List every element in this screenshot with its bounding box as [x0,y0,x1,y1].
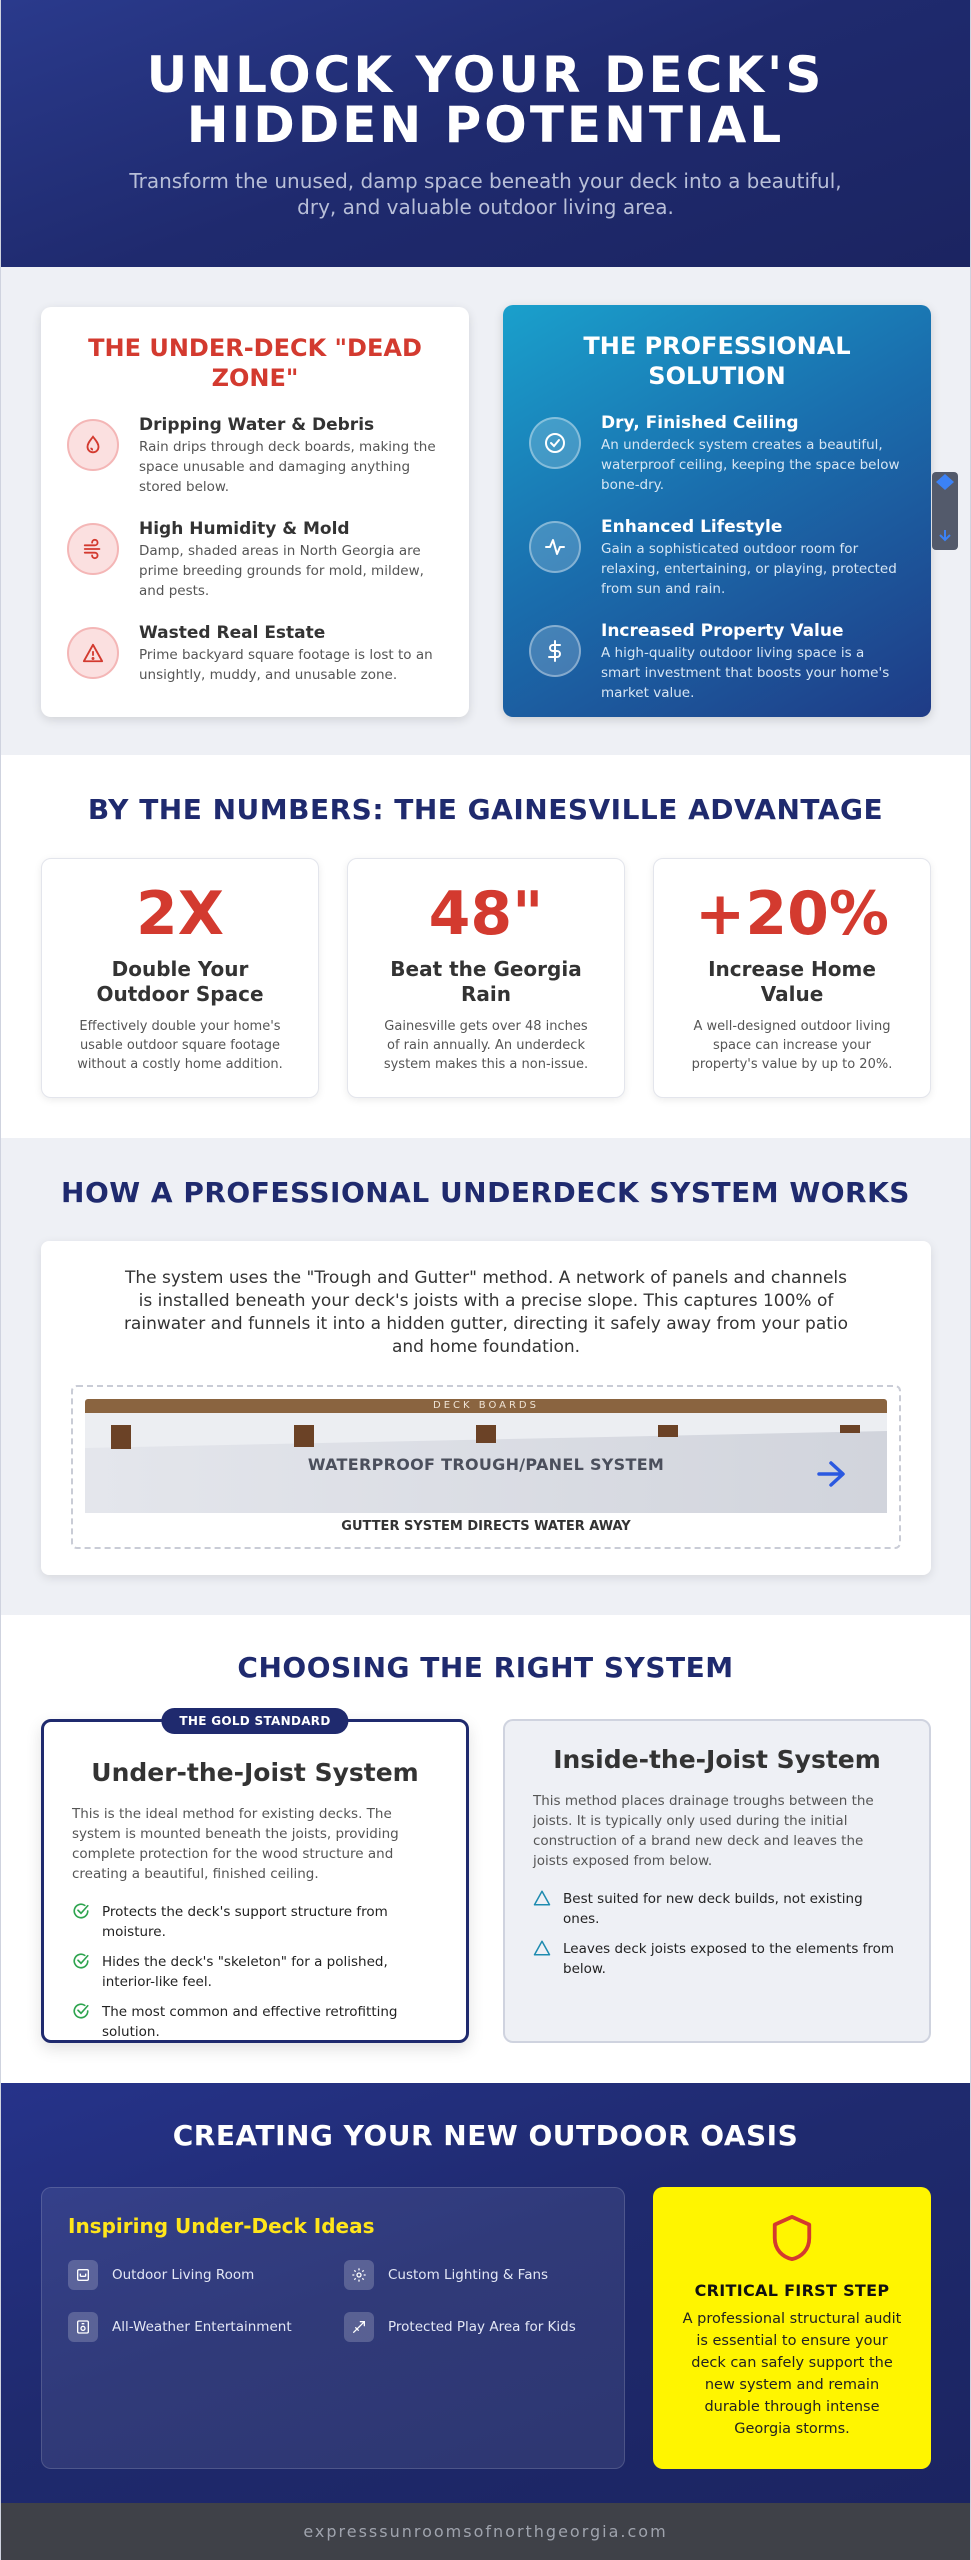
list-item [533,1939,901,1979]
inside-joist-title: Inside-the-Joist System [553,1745,881,1774]
list-item [533,1889,901,1929]
solution-item-text: Gain a sophisticated outdoor room for relaxing, entertaining, or playing, protected from sun and rain. [601,541,897,597]
deck-boards [85,1399,887,1413]
how-card [41,1241,931,1575]
gold-standard-badge: THE GOLD STANDARD [161,1708,348,1734]
problem-item-title: High Humidity & Mold [139,519,350,539]
how-title: HOW A PROFESSIONAL UNDERDECK SYSTEM WORKS [61,1176,910,1209]
list-item-text: Hides the deck's "skeleton" for a polished, interior-like feel. [102,1954,388,1990]
stat-value: +20% [695,879,889,949]
warning-triangle-icon [533,1939,553,1979]
critical-step-text: A professional structural audit is essential to ensure your deck can safely support the new system and remain durable through intense Georgia storms. [682,2311,902,2437]
stat-value: 2X [135,879,224,949]
problem-item [67,519,443,601]
toy-icon [344,2312,374,2342]
idea-item [68,2312,344,2342]
water-drop-icon [67,419,119,471]
hero-title [1,46,970,154]
idea-label: Protected Play Area for Kids [388,2319,576,2335]
stat-text: A well-designed outdoor living space can increase your property's value by up to 20%. [691,1019,893,1072]
stat-value: 48" [428,879,544,949]
joist [476,1425,496,1443]
under-joist-card [41,1714,469,2043]
deck-boards-label: DECK BOARDS [433,1400,539,1411]
stat-card [347,858,625,1098]
numbers-title: BY THE NUMBERS: THE GAINESVILLE ADVANTAGE [87,793,884,826]
hero-title-line1: UNLOCK YOUR DECK'S [146,46,825,104]
solution-item-title: Dry, Finished Ceiling [601,413,799,433]
stat-heading: Increase Home Value [708,957,876,1006]
shield-icon [679,2213,905,2267]
list-item-text: Protects the deck's support structure from moisture. [102,1904,388,1940]
joist [840,1425,860,1433]
inside-joist-desc: This method places drainage troughs between the joists. It is typically only used during the initial construction of a brand new deck and leaves the joists exposed from below. [533,1793,874,1869]
solution-card [503,305,931,717]
stat-text: Effectively double your home's usable outdoor square footage without a costly home addition. [77,1019,283,1072]
list-item-text: The most common and effective retrofitting solution. [102,2004,398,2040]
under-joist-desc: This is the ideal method for existing decks. The system is mounted beneath the joists, providing complete protection for the wood structure and creating a beautiful, finished ceiling. [72,1806,399,1882]
problem-item [67,623,443,685]
oasis-title: CREATING YOUR NEW OUTDOOR OASIS [172,2119,799,2152]
scroll-widget[interactable] [932,472,958,550]
stat-heading: Double Your Outdoor Space [96,957,264,1006]
problem-solution-section [1,267,970,755]
hero-subtitle: Transform the unused, damp space beneath your deck into a beautiful, dry, and valuable outdoor living area. [129,169,842,219]
solution-item-text: A high-quality outdoor living space is a smart investment that boosts your home's market value. [601,645,890,701]
footer-url[interactable]: expresssunroomsofnorthgeorgia.com [303,2522,668,2541]
tv-icon [68,2312,98,2342]
joist [111,1425,131,1449]
idea-item [68,2260,344,2290]
list-item [72,1902,438,1942]
numbers-section [1,755,970,1138]
problem-item-text: Prime backyard square footage is lost to an unsightly, muddy, and unusable zone. [139,647,433,683]
scroll-up-icon [936,474,954,490]
stat-heading: Beat the Georgia Rain [390,957,582,1006]
list-item-text: Leaves deck joists exposed to the elements from below. [563,1941,895,1977]
hero-title-line2: HIDDEN POTENTIAL [186,96,785,154]
how-it-works-section [1,1138,970,1615]
solution-item-text: An underdeck system creates a beautiful, waterproof ceiling, keeping the space below bone-dry. [601,437,900,493]
footer [1,2503,970,2560]
trough-diagram [71,1385,901,1549]
idea-item [344,2312,620,2342]
gear-icon [344,2260,374,2290]
check-circle-icon [529,417,581,469]
how-description: The system uses the "Trough and Gutter" method. A network of panels and channels is installed beneath your deck's joists with a precise slope. This captures 100% of rainwater and funnels it into a hidden gutter, directing it safely away from your patio and home foundation. [123,1268,849,1357]
problem-item-title: Wasted Real Estate [139,623,326,643]
hero-section [1,0,970,267]
problem-item-text: Rain drips through deck boards, making the space unusable and damaging anything stored below. [139,439,436,495]
solution-item-title: Enhanced Lifestyle [601,517,783,537]
warning-triangle-icon [533,1889,553,1929]
scroll-down-icon [940,530,950,540]
joist [658,1425,678,1437]
solution-title: THE PROFESSIONAL SOLUTION [583,332,851,390]
idea-label: All-Weather Entertainment [112,2319,292,2335]
warning-icon [67,627,119,679]
pulse-icon [529,521,581,573]
sofa-icon [68,2260,98,2290]
check-circle-icon [72,1952,92,1992]
oasis-section [1,2083,970,2503]
diagram-caption: GUTTER SYSTEM DIRECTS WATER AWAY [341,1519,631,1534]
stat-card [653,858,931,1098]
ideas-card [41,2187,625,2469]
check-circle-icon [72,2002,92,2042]
idea-label: Outdoor Living Room [112,2267,255,2283]
idea-item [344,2260,620,2290]
under-joist-title: Under-the-Joist System [91,1758,419,1787]
wind-icon [67,523,119,575]
stat-text: Gainesville gets over 48 inches of rain annually. An underdeck system makes this a non-issue. [383,1019,589,1072]
choosing-section [1,1615,970,2083]
panel-system-label: WATERPROOF TROUGH/PANEL SYSTEM [307,1455,665,1474]
check-circle-icon [72,1902,92,1942]
critical-step-card [653,2187,931,2469]
idea-label: Custom Lighting & Fans [388,2267,549,2283]
joist [294,1425,314,1447]
problem-item [67,415,443,497]
solution-item-title: Increased Property Value [601,621,844,641]
ideas-title: Inspiring Under-Deck Ideas [68,2214,375,2238]
inside-joist-list [533,1889,901,1979]
inside-joist-card [503,1719,931,2043]
problem-item-title: Dripping Water & Debris [139,415,375,435]
critical-step-title: CRITICAL FIRST STEP [694,2281,890,2300]
dollar-icon [529,625,581,677]
solution-item [529,517,905,599]
list-item [72,2002,438,2042]
problem-item-text: Damp, shaded areas in North Georgia are prime breeding grounds for mold, mildew, and pests. [139,543,424,599]
list-item-text: Best suited for new deck builds, not existing ones. [563,1891,863,1927]
stat-card [41,858,319,1098]
under-joist-list [72,1902,438,2042]
list-item [72,1952,438,1992]
problem-title: THE UNDER-DECK "DEAD ZONE" [88,334,422,392]
choosing-title: CHOOSING THE RIGHT SYSTEM [237,1651,734,1684]
solution-item [529,413,905,495]
solution-item [529,621,905,703]
problem-card [41,307,469,717]
ideas-grid [68,2260,598,2342]
